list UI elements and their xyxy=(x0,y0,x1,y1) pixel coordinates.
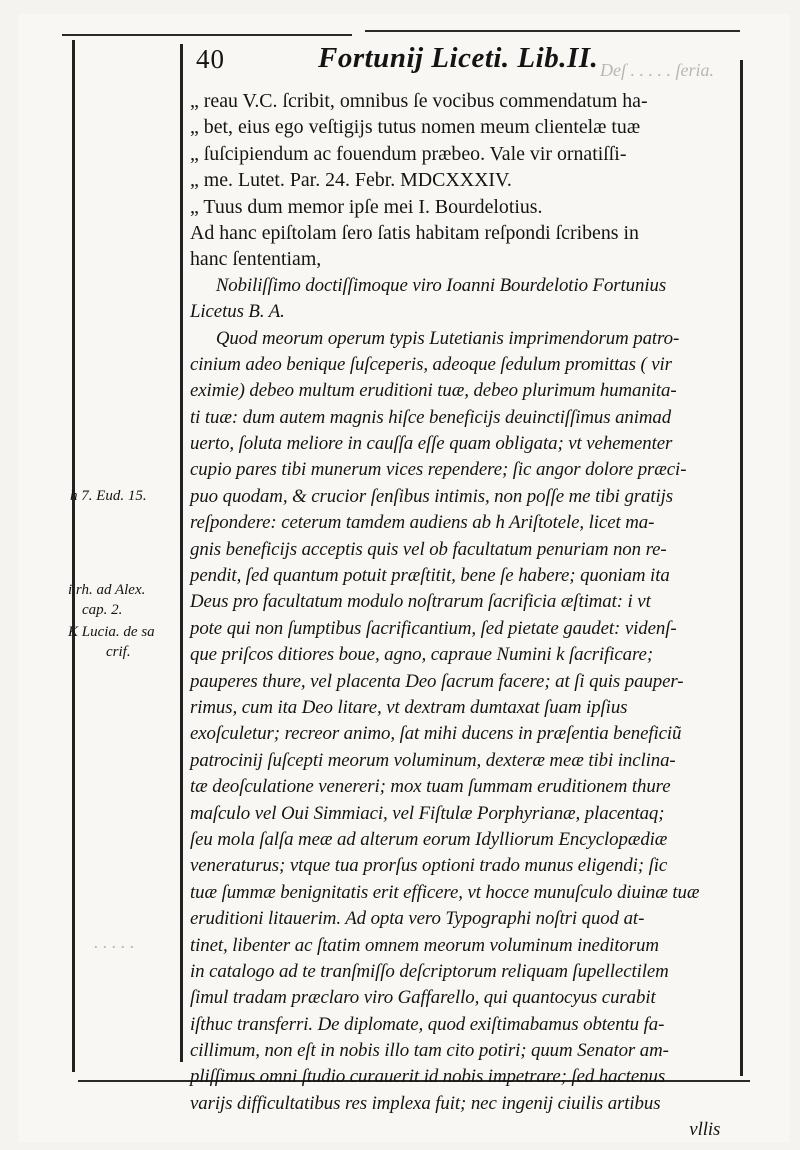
margin-note-line: cap. 2. xyxy=(82,602,123,618)
page-number: 40 xyxy=(196,44,225,74)
running-title: Fortunij Liceti. Lib.II. xyxy=(318,42,599,74)
text-line: cinium adeo benique ſuſceperis, adeoque ſedulum promittas ( vir xyxy=(190,353,672,375)
text-line: pliſſimus omni ſtudio curauerit id nobis impetrare; ſed hactenus xyxy=(190,1066,666,1088)
text-line: uerto, ſoluta meliore in cauſſa eſſe quam obligata; vt vehementer xyxy=(190,433,673,455)
text-line: Quod meorum operum typis Lutetianis imprimendorum patro- xyxy=(215,327,680,349)
text-line: Nobiliſſimo doctiſſimoque viro Ioanni Bourdelotio Fortunius xyxy=(215,274,667,296)
text-line: puo quodam, & crucior ſenſibus intimis, non poſſe me tibi gratijs xyxy=(190,485,674,507)
body-text xyxy=(190,88,738,1144)
margin-note-i xyxy=(68,580,145,620)
text-line: exoſculetur; recreor animo, ſat mihi ducens in præſentia beneficiũ xyxy=(190,723,682,745)
text-line: tuæ ſummæ benignitatis erit efficere, vt hocce munuſculo diuinæ tuæ xyxy=(190,881,700,903)
text-line: tæ deoſculatione venereri; mox tuam ſummam eruditionem thure xyxy=(190,776,671,798)
margin-note-k xyxy=(68,622,155,662)
text-line: Licetus B. A. xyxy=(190,301,285,323)
text-line: iſthuc transferri. De diplomate, quod exiſtimabamus obtentu fa- xyxy=(190,1013,665,1035)
text-line: Ad hanc epiſtolam ſero ſatis habitam reſpondi ſcribens in xyxy=(190,221,639,244)
margin-note-line: crif. xyxy=(106,644,131,660)
text-line: cillimum, non eſt in nobis illo tam cito potiri; quum Senator am- xyxy=(190,1040,669,1062)
text-line: ti tuæ: dum autem magnis hiſce beneficijs deuinctiſſimus animad xyxy=(190,406,672,428)
text-line: „ me. Lutet. Par. 24. Febr. MDCXXXIV. xyxy=(190,169,512,192)
right-frame-rule xyxy=(740,60,743,1076)
margin-note-line: h 7. Eud. 15. xyxy=(70,488,147,504)
text-line: „ Tuus dum memor ipſe mei I. Bourdelotius. xyxy=(190,195,543,218)
text-line: „ bet, eius ego veſtigijs tutus nomen meum clientelæ tuæ xyxy=(190,116,641,139)
text-line: ſimul tradam præclaro viro Gaffarello, qui quantocyus curabit xyxy=(190,987,656,1009)
text-line: pauperes thure, vel placenta Deo ſacrum facere; at ſi quis pauper- xyxy=(190,670,684,692)
text-line: „ reau V.C. ſcribit, omnibus ſe vocibus commendatum ha- xyxy=(190,90,648,112)
text-line: vllis xyxy=(689,1119,721,1141)
text-line: pendit, ſed quantum potuit præſtitit, bene ſe habere; quoniam ita xyxy=(190,565,670,587)
text-line: reſpondere: ceterum tamdem audiens ab h Ariſtotele, licet ma- xyxy=(190,512,655,534)
text-line: hanc ſententiam, xyxy=(190,248,322,271)
text-line: tinet, libenter ac ſtatim omnem meorum voluminum ineditorum xyxy=(190,934,659,956)
text-line: ſeu mola ſalſa meæ ad alterum eorum Idylliorum Encyclopædiæ xyxy=(190,828,668,850)
text-line: eximie) debeo multum eruditioni tuæ, debeo plurimum humanita- xyxy=(190,380,677,402)
text-line: cupio pares tibi munerum vices rependere; ſic angor dolore præci- xyxy=(190,459,687,481)
text-line: eruditioni litauerim. Ad opta vero Typographi noſtri quod at- xyxy=(190,908,645,930)
text-line: gnis beneficijs acceptis quis vel ob facultatum penuriam non re- xyxy=(190,538,667,560)
page-header xyxy=(196,40,736,80)
text-line: „ ſuſcipiendum ac fouendum præbeo. Vale vir ornatiſſi- xyxy=(190,142,627,165)
text-line: rimus, cum ita Deo litare, vt dextram dumtaxat ſuam ipſius xyxy=(190,696,628,718)
text-line: in catalogo ad te tranſmiſſo deſcriptorum reliquam ſupellectilem xyxy=(190,960,669,982)
text-line: patrocinij ſuſcepti meorum voluminum, dexteræ meæ tibi inclina- xyxy=(190,749,676,771)
margin-note-line: K Lucia. de sa xyxy=(68,624,155,640)
margin-rule xyxy=(180,44,183,1062)
top-rule xyxy=(365,30,740,32)
text-line: maſculo vel Oui Simmiaci, vel Fiſtulæ Porphyrianæ, placentaq; xyxy=(190,802,665,824)
margin-notes xyxy=(62,0,180,1100)
text-line: pote qui non ſumptibus ſacrificantium, ſed pietate gaudet: videnſ- xyxy=(190,617,677,639)
margin-note-h xyxy=(70,486,147,506)
text-line: veneraturus; vtque tua prorſus optioni trado munus eligendi; ſic xyxy=(190,855,668,877)
text-line: varijs difficultatibus res implexa fuit; nec ingenij ciuilis artibus xyxy=(190,1092,661,1114)
show-through-text: . . . . . xyxy=(94,932,135,952)
show-through-text: Deſ . . . . . ſeria. xyxy=(600,60,714,80)
margin-note-line: i rh. ad Alex. xyxy=(68,582,146,598)
text-line: Deus pro facultatum modulo noſtrarum ſacrificia æſtimat: i vt xyxy=(190,591,651,613)
text-line: que priſcos ditiores boue, agno, capraue Numini k ſacrificare; xyxy=(190,644,654,666)
